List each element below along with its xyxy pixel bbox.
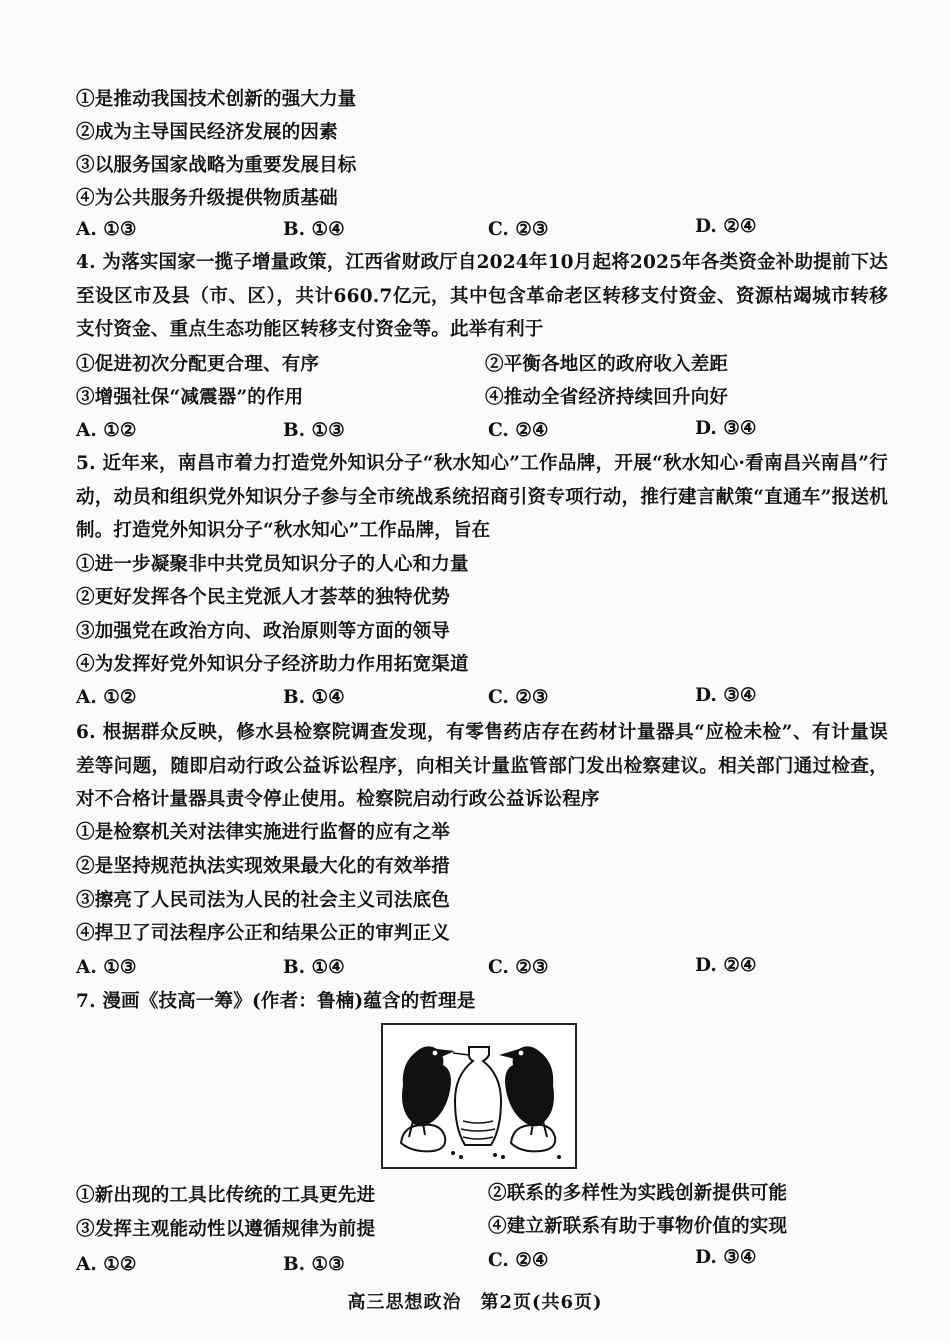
q6-choice-b: B. ①④ [283, 957, 345, 978]
q5-text: 5. 近年来，南昌市着力打造党外知识分子“秋水知心”工作品牌，开展“秋水知心·看南昌兴南昌”行动，动员和组织党外知识分子参与全市统战系统招商引资专项行动，推行建言献策“直通车”报送机制。打造党外知识分子“秋水知心”工作品牌，旨在 [76, 453, 888, 541]
q6-text: 6. 根据群众反映，修水县检察院调查发现，有零售药店存在药材计量器具“应检未检”、有计量误差等问题，随即启动行政公益诉讼程序，向相关计量监管部门发出检察建议。相关部门通过检查，对不合格计量器具责令停止使用。检察院启动行政公益诉讼程序 [76, 722, 888, 810]
q3-statement-4: ④为公共服务升级提供物质基础 [76, 188, 338, 209]
q6-statement-2: ②是坚持规范执法实现效果最大化的有效举措 [76, 856, 451, 877]
page-footer: 高三思想政治 第2页(共6页) [347, 1292, 603, 1313]
q6-choice-d: D. ②④ [695, 955, 757, 976]
q6-choice-a: A. ①③ [76, 957, 137, 978]
q7-statement-2: ②联系的多样性为实践创新提供可能 [488, 1183, 788, 1204]
q6-statement-1: ①是检察机关对法律实施进行监督的应有之举 [76, 822, 451, 843]
q5-choice-a: A. ①② [76, 687, 137, 708]
q4-choice-c: C. ②④ [488, 420, 549, 441]
q7-statement-4: ④建立新联系有助于事物价值的实现 [488, 1216, 788, 1237]
q3-statement-3: ③以服务国家战略为重要发展目标 [76, 155, 357, 176]
q5-choice-d: D. ③④ [695, 685, 757, 706]
q3-statement-2: ②成为主导国民经济发展的因素 [76, 122, 338, 143]
q5-statement-2: ②更好发挥各个民主党派人才荟萃的独特优势 [76, 587, 451, 608]
q4-choice-d: D. ③④ [695, 418, 757, 439]
q7-choice-d: D. ③④ [695, 1247, 757, 1268]
q3-statement-1: ①是推动我国技术创新的强大力量 [76, 89, 357, 110]
q5-statement-4: ④为发挥好党外知识分子经济助力作用拓宽渠道 [76, 654, 469, 675]
q7-choice-b: B. ①③ [283, 1254, 345, 1275]
q7-statement-3: ③发挥主观能动性以遵循规律为前提 [76, 1219, 376, 1240]
q4-statement-1: ①促进初次分配更合理、有序 [76, 354, 320, 375]
q5-statement-3: ③加强党在政治方向、政治原则等方面的领导 [76, 621, 451, 642]
q5-choice-b: B. ①④ [283, 687, 345, 708]
q6-statement-3: ③擦亮了人民司法为人民的社会主义司法底色 [76, 890, 451, 911]
q7-statement-1: ①新出现的工具比传统的工具更先进 [76, 1185, 376, 1206]
q3-choice-a: A. ①③ [76, 219, 137, 240]
q4-text: 4. 为落实国家一揽子增量政策，江西省财政厅自2024年10月起将2025年各类资金补助提前下达至设区市及县（市、区），共计660.7亿元，其中包含革命老区转移支付资金、资源枯竭城市转移支付资金、重点生态功能区转移支付资金等。此举有利于 [76, 252, 888, 340]
q5-statement-1: ①进一步凝聚非中共党员知识分子的人心和力量 [76, 554, 469, 575]
q4-choice-b: B. ①③ [283, 420, 345, 441]
q6-choice-c: C. ②③ [488, 957, 549, 978]
q6-statement-4: ④捍卫了司法程序公正和结果公正的审判正义 [76, 923, 451, 944]
q7-text: 7. 漫画《技高一筹》(作者：鲁楠)蕴含的哲理是 [76, 991, 476, 1012]
q7-choice-c: C. ②④ [488, 1250, 549, 1271]
crows-and-vase-image [383, 1025, 575, 1167]
q4-statement-4: ④推动全省经济持续回升向好 [485, 387, 729, 408]
q3-choice-d: D. ②④ [695, 216, 757, 237]
q5-choice-c: C. ②③ [488, 687, 549, 708]
q7-choice-a: A. ①② [76, 1254, 137, 1275]
q4-statement-2: ②平衡各地区的政府收入差距 [485, 354, 729, 375]
q3-choice-c: C. ②③ [488, 219, 549, 240]
q3-choice-b: B. ①④ [283, 219, 345, 240]
q4-choice-a: A. ①② [76, 420, 137, 441]
comic-illustration [381, 1023, 577, 1169]
q4-statement-3: ③增强社保“减震器”的作用 [76, 387, 304, 408]
